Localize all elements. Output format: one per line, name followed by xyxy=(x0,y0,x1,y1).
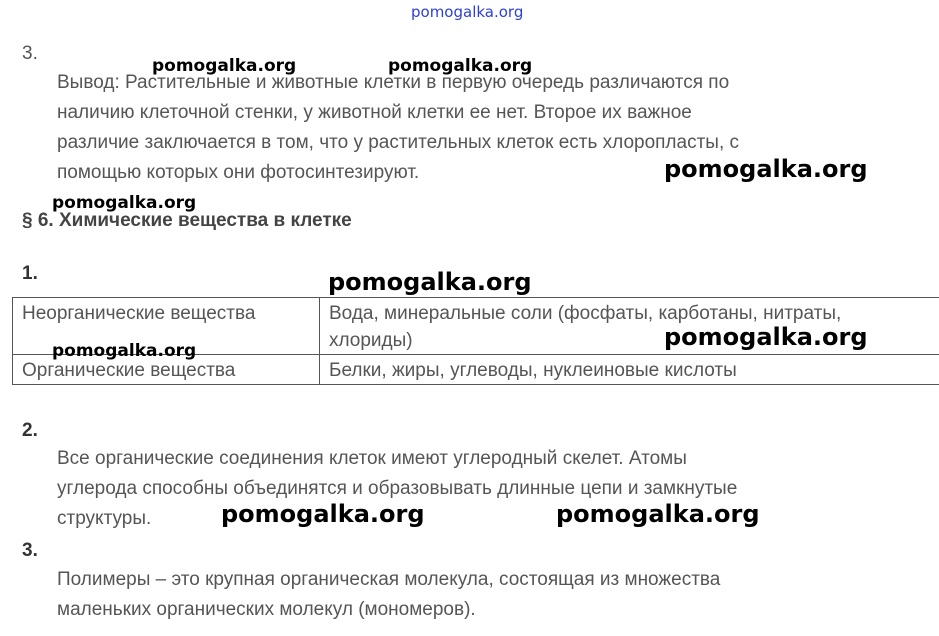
table-cell-value: Белки, жиры, углеводы, нуклеиновые кислоты xyxy=(320,355,939,385)
item-number: 3. xyxy=(22,43,38,64)
watermark: pomogalka.org xyxy=(664,155,868,183)
conclusion-line: наличию клеточной стенки, у животной клетки ее нет. Второе их важное xyxy=(57,102,692,123)
question-number: 2. xyxy=(22,420,38,441)
conclusion-paragraph xyxy=(57,68,739,188)
watermark: pomogalka.org xyxy=(556,500,760,528)
answer-line: маленьких органических молекул (мономеров). xyxy=(57,599,476,620)
watermark: pomogalka.org xyxy=(388,56,533,76)
question-number: 1. xyxy=(22,263,38,284)
watermark: pomogalka.org xyxy=(152,56,297,76)
conclusion-line: различие заключается в том, что у растительных клеток есть хлоропласты, с xyxy=(57,132,740,153)
conclusion-line: помощью которых они фотосинтезируют. xyxy=(57,162,420,183)
watermark-top: pomogalka.org xyxy=(411,3,524,21)
answer-line: структуры. xyxy=(57,508,152,529)
table-cell-value: Вода, минеральные соли (фосфаты, карботаны, нитраты, хлориды) xyxy=(320,298,939,355)
section-heading: § 6. Химические вещества в клетке xyxy=(22,210,352,231)
watermark: pomogalka.org xyxy=(221,500,425,528)
table-cell-label: Органические вещества xyxy=(13,355,320,385)
watermark: pomogalka.org xyxy=(328,268,532,296)
watermark: pomogalka.org xyxy=(664,323,868,351)
table-cell-label: Неорганические вещества xyxy=(13,298,320,355)
answer-line: углерода способны объединятся и образовывать длинные цепи и замкнутые xyxy=(57,478,738,499)
conclusion-line: Вывод: Растительные и животные клетки в первую очередь различаются по xyxy=(57,72,730,93)
answer-line: Полимеры – это крупная органическая молекула, состоящая из множества xyxy=(57,569,721,590)
answer-line: Все органические соединения клеток имеют углеродный скелет. Атомы xyxy=(57,448,687,469)
question-number: 3. xyxy=(22,540,38,561)
watermark: pomogalka.org xyxy=(52,341,197,361)
answer-paragraph xyxy=(57,565,720,625)
watermark: pomogalka.org xyxy=(52,193,197,213)
